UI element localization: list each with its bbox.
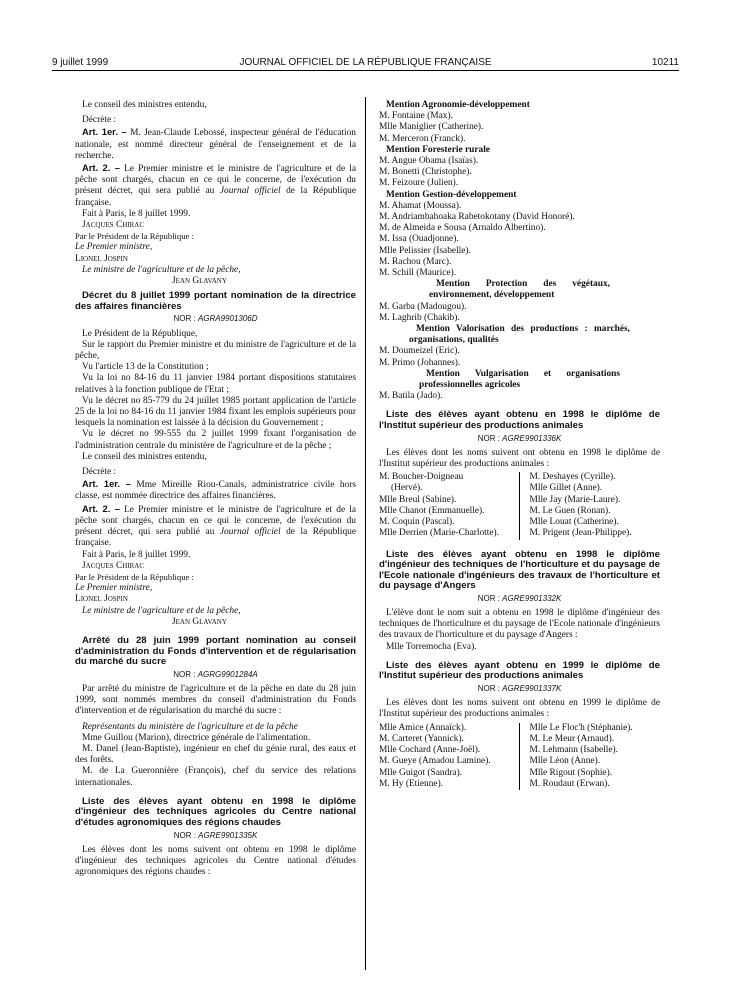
mention-agronomie-list xyxy=(379,111,660,145)
decret2-line-5: Vu le décret no 85-779 du 24 juillet 1985 portant application de l'article 25 de la loi no 84-16 du 11 janvier 1984 fixant les emplois supérieurs pour lesquels la nomination est laissée à la décision du Gouvernement ; xyxy=(75,395,356,429)
list-item: M. Primo (Johannes). xyxy=(379,357,461,368)
article-2: Art. 2. – Le Premier ministre et le ministre de l'agriculture et de la pêche sont chargés, chacun en ce qui le concerne, de l'exécution du présent décret, qui sera publié au Journal officiel de la République française. xyxy=(75,162,357,208)
list-item: M. Feizoure (Julien). xyxy=(379,178,459,189)
mention-valorisation-list xyxy=(379,346,660,368)
list-item: M. Garba (Madougou). xyxy=(379,301,467,312)
left-column xyxy=(75,100,356,878)
column-divider xyxy=(365,97,366,970)
list-item: Mlle Louat (Catherine). xyxy=(529,517,619,528)
list-item: (Hervé). xyxy=(391,483,423,494)
mention-valorisation: Mention Valorisation des productions : marchés, organisations, qualités xyxy=(409,324,630,346)
premier-ministre-name-2: Lionel Jospin xyxy=(75,594,128,605)
mention-gestion-list xyxy=(379,201,660,279)
liste2-title: Liste des élèves ayant obtenu en 1998 le diplôme de l'Institut supérieur des productions animales xyxy=(379,409,660,432)
liste4-names xyxy=(379,723,660,790)
decret2-article-2: Art. 2. – Le Premier ministre et le ministre de l'agriculture et de la pêche sont chargés, chacun en ce qui le concerne, de l'exécution du présent décret, qui sera publié au Journal officiel de la République française. xyxy=(75,502,357,549)
premier-ministre-title: Le Premier ministre, xyxy=(75,242,153,253)
list-item: M. Ahamat (Moussa). xyxy=(379,200,462,211)
ministre-name-2: Jean Glavany xyxy=(172,616,227,627)
decret2-line-2: Sur le rapport du Premier ministre et du ministre de l'agriculture et de la pêche, xyxy=(75,339,356,362)
ministre-title: Le ministre de l'agriculture et de la pêche, xyxy=(82,264,241,275)
premier-ministre-title-2: Le Premier ministre, xyxy=(75,583,153,594)
fait-a-paris: Fait à Paris, le 8 juillet 1999. xyxy=(82,208,191,219)
decrete2-heading: Décrète : xyxy=(82,467,117,478)
mention-agronomie: Mention Agronomie-développement xyxy=(386,100,530,110)
list-item: M. Batila (Jado). xyxy=(379,391,443,402)
list-item: Mlle Chanot (Emmanuelle). xyxy=(379,505,485,516)
decret2-nor: NOR : AGRA9901306D xyxy=(173,314,258,324)
header-rule xyxy=(52,70,679,71)
decret2-article-1: Art. 1er. – Mme Mireille Riou-Canals, administratrice civile hors classe, est nommée directrice des affaires financières. xyxy=(75,478,357,502)
list-item: M. Coquin (Pascal). xyxy=(379,517,455,528)
ministre-name: Jean Glavany xyxy=(172,276,227,287)
premier-ministre-name: Lionel Jospin xyxy=(75,253,128,264)
mention-gestion: Mention Gestion-développement xyxy=(386,189,517,200)
list-item: Mlle Maniglier (Catherine). xyxy=(379,122,484,133)
liste4-title: Liste des élèves ayant obtenu en 1999 le diplôme de l'Institut supérieur des productions animales xyxy=(379,659,660,682)
article-1: Art. 1er. – M. Jean-Claude Lebossé, inspecteur général de l'éducation nationale, est nommé directeur général de l'enseignement et de la recherche. xyxy=(75,126,356,161)
list-item: M. Roudaut (Erwan). xyxy=(529,778,610,789)
list-item: M. Issa (Ouadjonne). xyxy=(379,234,459,245)
list-item: Mlle Le Floc'h (Stéphanie). xyxy=(529,722,633,733)
list-item: M. Fontaine (Max). xyxy=(379,111,453,122)
decret2-title: Décret du 8 juillet 1999 portant nomination de la directrice des affaires financières xyxy=(75,290,356,312)
liste2-names xyxy=(379,472,660,539)
list-item: M. Le Meur (Arnaud). xyxy=(529,733,615,744)
representant-1: Mme Guillou (Marion), directrice générale de l'alimentation. xyxy=(82,732,311,743)
liste4-nor: NOR : AGRE9901337K xyxy=(477,684,562,694)
list-item: M. Schill (Maurice). xyxy=(379,268,457,279)
header-journal-title: JOURNAL OFFICIEL DE LA RÉPUBLIQUE FRANÇAISE xyxy=(239,57,492,68)
liste1-text: Les élèves dont les noms suivent ont obtenu en 1998 le diplôme d'ingénieur des techniques agricoles du Centre national d'études agronomiques des régions chaudes : xyxy=(75,844,356,878)
mention-foresterie: Mention Foresterie rurale xyxy=(386,144,490,155)
list-item: M. Laghrib (Chakib). xyxy=(379,312,460,323)
liste3-text: L'élève dont le nom suit a obtenu en 1998 le diplôme d'ingénieur des techniques de l'horticulture et du paysage de l'Ecole nationale d'ingénieurs des travaux de l'horticulture et du paysage d'Angers : xyxy=(379,608,660,641)
list-item: M. Carteret (Yannick). xyxy=(379,733,464,744)
decret2-line-4: Vu la loi no 84-16 du 11 janvier 1984 portant dispositions statutaires relatives à la fonction publique de l'Etat ; xyxy=(75,373,356,395)
liste3-nor: NOR : AGRE9901332K xyxy=(477,593,562,603)
signature-president: Jacques Chirac xyxy=(82,220,145,231)
list-item: M. de Almeida e Sousa (Arnaldo Albertino). xyxy=(379,223,546,234)
decret2-line-7: Le conseil des ministres entendu, xyxy=(82,451,207,462)
liste2-text: Les élèves dont les noms suivent ont obtenu en 1998 le diplôme de l'Institut supérieur des productions animales : xyxy=(379,447,660,470)
right-column xyxy=(379,100,660,792)
representant-2: M. Danel (Jean-Baptiste), ingénieur en chef du génie rural, des eaux et des forêts. xyxy=(75,743,356,766)
list-item: M. Deshayes (Cyrille). xyxy=(529,472,616,483)
list-item: M. Le Guen (Ronan). xyxy=(529,505,611,516)
par-le-president-2: Par le Président de la République : xyxy=(75,571,194,582)
decrete-heading: Décrète : xyxy=(82,115,117,126)
ministre-title-2: Le ministre de l'agriculture et de la pêche, xyxy=(82,605,241,616)
arrete-nor: NOR : AGRG9901284A xyxy=(173,669,258,679)
representant-3: M. de La Gueronnière (François), chef du service des relations internationales. xyxy=(75,766,356,788)
liste2-nor: NOR : AGRE9901336K xyxy=(477,433,562,443)
list-item: Mlle Jay (Marie-Laure). xyxy=(529,494,621,505)
arrete-title: Arrêté du 28 juin 1999 portant nomination au conseil d'administration du Fonds d'intervention et de régularisation du marché du sucre xyxy=(75,634,356,668)
decret2-line-3: Vu l'article 13 de la Constitution ; xyxy=(82,362,209,373)
header-page-number: 10211 xyxy=(651,57,679,68)
page-header xyxy=(52,57,679,71)
mention-vulgarisation: Mention Vulgarisation et organisations professionnelles agricoles xyxy=(419,368,620,391)
fait-a-paris-2: Fait à Paris, le 8 juillet 1999. xyxy=(82,549,191,560)
list-item: M. Hy (Etienne). xyxy=(379,778,444,789)
liste1-nor: NOR : AGRE9901335K xyxy=(173,830,258,840)
list-item: Mlle Derrien (Marie-Charlotte). xyxy=(379,528,500,539)
list-item: Mlle Guigot (Sandra). xyxy=(379,767,463,778)
list-item: M. Lehmann (Isabelle). xyxy=(529,745,619,756)
mention-foresterie-list xyxy=(379,156,660,190)
list-item: Mlle Pelissier (Isabelle). xyxy=(379,245,471,256)
liste3-title: Liste des élèves ayant obtenu en 1998 le diplôme d'ingénieur des techniques de l'horticulture et du paysage de l'Ecole nationale d'ingénieurs des travaux de l'horticulture et du paysage d'Angers xyxy=(379,548,660,592)
liste3-name: Mlle Torremocha (Eva). xyxy=(386,641,477,652)
list-item: M. Boucher-Doigneau xyxy=(379,472,464,483)
list-item: Mlle Amice (Annaïck). xyxy=(379,722,467,733)
decret2-line-6: Vu le décret no 99-555 du 2 juillet 1999 fixant l'organisation de l'administration centrale du ministère de l'agriculture et de la pêche ; xyxy=(75,429,356,451)
signature-president-2: Jacques Chirac xyxy=(82,560,145,571)
list-item: Mlle Breul (Sabine). xyxy=(379,494,457,505)
list-item: M. Angue Obama (Isaïas). xyxy=(379,156,479,167)
arrete-text: Par arrêté du ministre de l'agriculture et de la pêche en date du 28 juin 1999, sont nommés membres du conseil d'administration du Fonds d'intervention et de régularisation du marché du sucre : xyxy=(75,683,356,717)
liste4-text: Les élèves dont les noms suivent ont obtenu en 1999 le diplôme de l'Institut supérieur des productions animales : xyxy=(379,698,660,720)
list-item: M. Andriambahoaka Rabetokotany (David Honoré). xyxy=(379,212,575,223)
decret2-line-1: Le Président de la République, xyxy=(82,328,198,339)
list-item: M. Merceron (Franck). xyxy=(379,133,466,144)
list-item: M. Gueye (Amadou Lamine). xyxy=(379,756,491,767)
list-item: M. Prigent (Jean-Philippe). xyxy=(529,528,632,539)
header-date: 9 juillet 1999 xyxy=(52,57,109,68)
list-item: M. Doumeizel (Eric). xyxy=(379,346,460,357)
list-item: M. Rachou (Marc). xyxy=(379,256,452,267)
list-item: Mlle Léon (Anne). xyxy=(529,756,601,767)
representants-heading: Représentants du ministère de l'agriculture et de la pêche xyxy=(82,721,298,732)
list-item: Mlle Gillet (Anne). xyxy=(529,483,603,494)
list-item: M. Bonetti (Christophe). xyxy=(379,167,472,178)
list-item: Mlle Rigout (Sophie). xyxy=(529,767,613,778)
liste1-title: Liste des élèves ayant obtenu en 1998 le diplôme d'ingénieur des techniques agricoles du Centre national d'études agronomiques des régions chaudes xyxy=(75,795,356,828)
list-item: Mlle Cochard (Anne-Joël). xyxy=(379,745,481,756)
mention-protection-list xyxy=(379,302,660,324)
par-le-president: Par le Président de la République : xyxy=(75,231,194,242)
mention-vulgarisation-list xyxy=(379,391,660,402)
mention-protection: Mention Protection des végétaux, environnement, développement xyxy=(429,279,610,301)
intro-line: Le conseil des ministres entendu, xyxy=(82,100,207,110)
